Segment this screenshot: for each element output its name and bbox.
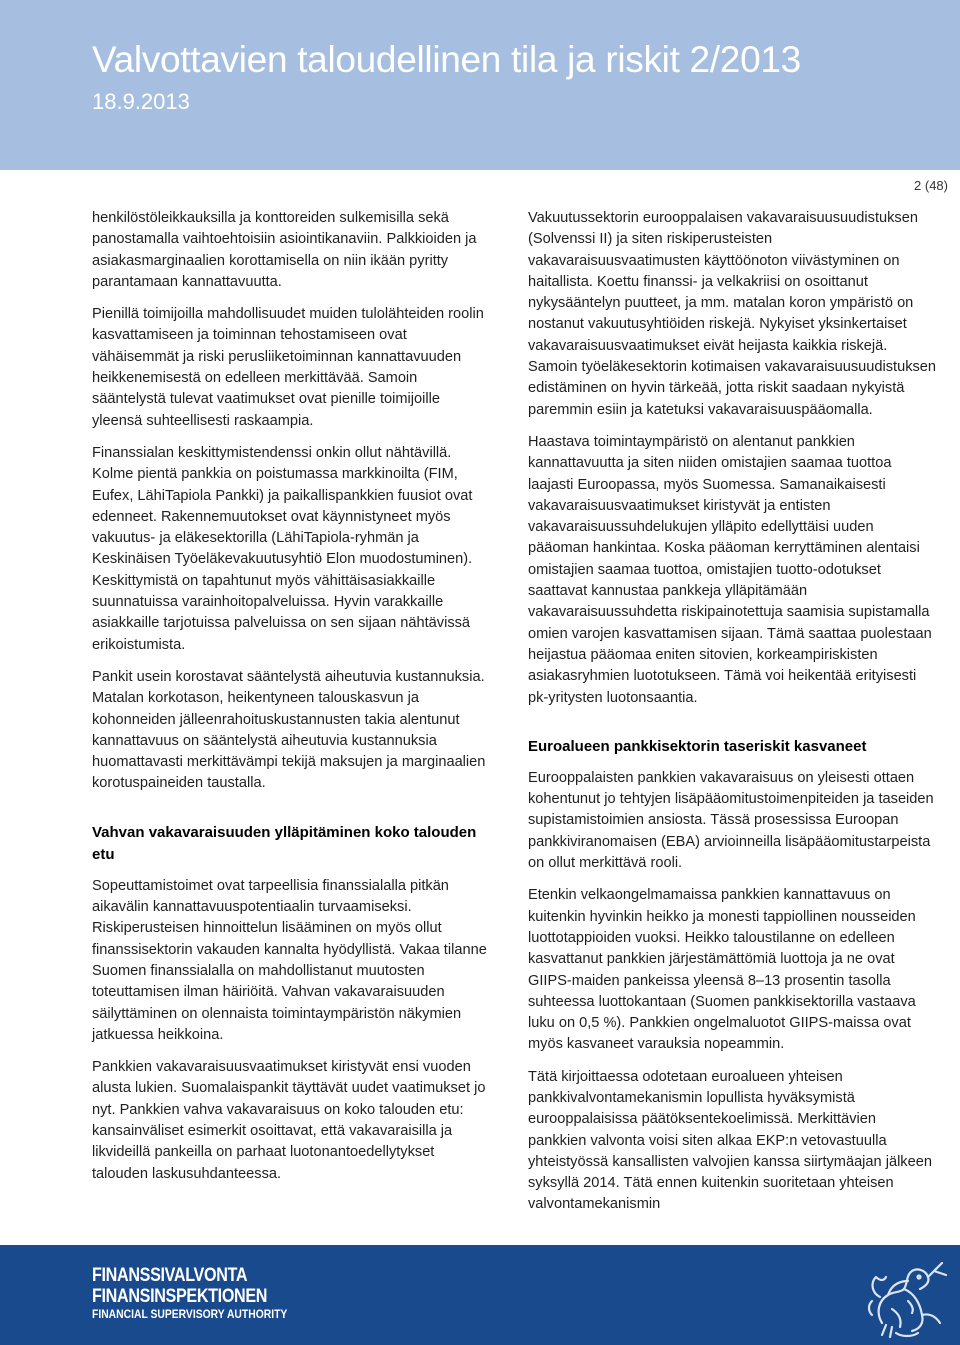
paragraph: Pankit usein korostavat sääntelystä aiheutuvia kustannuksia. Matalan korkotason, heikentyneen talouskasvun ja kohonneiden jälleenrahoituskustannusten takia alentunut kannattavuus on sääntelystä aiheutuvia kustannuksia huomattavasti merkittävämpi tekijä maksujen ja marginaalien korotuspaineiden taustalla. xyxy=(92,668,486,792)
footer-org-name-fi: FINANSSIVALVONTA xyxy=(92,1265,248,1286)
page-header xyxy=(0,0,960,170)
footer-org-name-sv: FINANSINSPEKTIONEN xyxy=(92,1286,268,1307)
paragraph: Haastava toimintaympäristö on alentanut pankkien kannattavuutta ja siten niiden omistajien saamaa tuottoa laajasti Euroopassa, myös Suomessa. Samanaikaisesti vakavaraisuusvaatimukset kiristyvät ja entisten vakavaraisuussuhdelukujen ylläpito edellyttäisi uuden pääoman hankintaa. Koska pääoman kerryttäminen alentaisi omistajien saamaa tuottoa, omistajien tuotto-odotukset saattavat kannustaa pankkeja ylläpitämään vakavaraisuussuhdetta riskipainotettuja saamisia supistamalla omien varojen kasvattamisen sijaan. Tämä saattaa puolestaan heijastua pääomaa eniten sitovien, korkeampiriskisten asiakasryhmien luototukseen. Tämä voi heikentää erityisesti pk-yritysten luotonsaantia. xyxy=(528,433,932,706)
paragraph: Vakuutussektorin eurooppalaisen vakavaraisuusuudistuksen (Solvenssi II) ja siten riskiperusteisten vakavaraisuusvaatimusten käyttöönoton viivästyminen on haitallista. Koettu finanssi- ja velkakriisi on osoittanut nykysääntelyn puutteet, ja mm. matalan koron ympäristö on nostanut vakuutusyhtiöiden riskejä. Nykyiset yksinkertaiset vakavaraisuusvaatimukset eivät heijasta kaikkia riskejä. Samoin työeläkesektorin kotimaisen vakavaraisuusuudistuksen edistäminen on hyvin tärkeää, jotta riskit saadaan nykyistä paremmin esiin ja katetuksi vakavaraisuuspääomalla. xyxy=(528,210,937,418)
footer-org-name-en: FINANCIAL SUPERVISORY AUTHORITY xyxy=(92,1309,288,1321)
paragraph: Eurooppalaisten pankkien vakavaraisuus on yleisesti ottaen kohentunut jo tehtyjen lisäpääomitustoimenpiteiden ja taseiden supistamistoimien ansiosta. Tässä prosessissa Euroopan pankkiviranomaisen (EBA) arvioinneilla lisäpääomitustarpeista on ollut merkittävä rooli. xyxy=(528,769,934,872)
paragraph: Pankkien vakavaraisuusvaatimukset kiristyvät ensi vuoden alusta lukien. Suomalaispankit täyttävät uudet vaatimukset jo nyt. Pankkien vahva vakavaraisuus on koko talouden etu: kansainväliset esimerkit osoittavat, että vakavaraisilla ja likvideillä pankeilla on parhaat luotonantoedellytykset talouden laskusuhdanteessa. xyxy=(92,1059,486,1182)
page-footer xyxy=(0,1245,960,1345)
section-heading: Euroalueen pankkisektorin taseriskit kasvaneet xyxy=(528,737,867,755)
coat-of-arms-lion-icon xyxy=(862,1253,954,1341)
left-column xyxy=(92,208,490,1196)
page-number: 2 (48) xyxy=(914,178,948,193)
page-date: 18.9.2013 xyxy=(92,89,190,114)
page-title: Valvottavien taloudellinen tila ja riskit 2/2013 xyxy=(92,39,801,80)
paragraph: Pienillä toimijoilla mahdollisuudet muiden tulolähteiden roolin kasvattamiseen ja toiminnan tehostamiseen ovat vähäisemmät ja riski perusliiketoiminnan kannattavuuden heikkenemisestä on edelleen merkittävää. Samoin sääntelystä tulevat vaatimukset ovat pienille toimijoille yleensä suhteellisesti raskaampia. xyxy=(92,306,484,429)
paragraph: Etenkin velkaongelmamaissa pankkien kannattavuus on kuitenkin hyvinkin heikko ja monesti tappiollinen nousseiden luottotappioiden vuoksi. Heikko taloustilanne on edelleen kasvattanut pankkien järjestämättömiä luottoja ja ne ovat GIIPS-maiden pankeissa yleensä 8–13 prosentin tasolla suhteessa luottokantaan (Suomen pankkisektorilla vastaava luku on 0,5 %). Pankkien ongelmaluotot GIIPS-maissa ovat myös kasvaneet varauksia nopeammin. xyxy=(528,887,916,1053)
paragraph: Tätä kirjoittaessa odotetaan euroalueen yhteisen pankkivalvontamekanismin lopullista hyväksymistä eurooppalaisissa päätöksentekoelimissä. Merkittävien pankkien valvonta voisi siten alkaa EKP:n vetovastuulla yhteistyössä kansallisten valvojien kanssa siirtymäajan jälkeen syksyllä 2014. Tätä ennen kuitenkin suoritetaan yhteisen valvontamekanismin xyxy=(528,1068,932,1213)
paragraph: henkilöstöleikkauksilla ja konttoreiden sulkemisilla sekä panostamalla vaihtoehtoisiin asiointikanaviin. Palkkioiden ja asiakasmarginaalien korottamisella on niin ikään pyritty parantamaan kannattavuutta. xyxy=(92,210,477,290)
paragraph: Sopeuttamistoimet ovat tarpeellisia finanssialalla pitkän aikavälin kannattavuuspotentiaalin turvaamiseksi. Riskiperusteisen hinnoittelun lisääminen on myös ollut finanssisektorin vakauden kannalta hyödyllistä. Vakaa tilanne Suomen finanssialalla on mahdollistanut muutosten toteuttamisen ilman häiriöitä. Vahvan vakavaraisuuden säilyttäminen on olennaista toimintaympäristön näkymien jatkuessa heikkoina. xyxy=(92,877,487,1043)
paragraph: Finanssialan keskittymistendenssi onkin ollut nähtävillä. Kolme pientä pankkia on poistumassa markkinoilta (FIM, Eufex, LähiTapiola Pankki) ja paikallispankkien fuusiot ovat edenneet. Rakennemuutokset ovat käynnistyneet myös vakuutus- ja eläkesektorilla (LähiTapiola-ryhmän ja Keskinäisen Työeläkevakuutusyhtiö Elon muodostuminen). Keskittymistä on tapahtunut myös vähittäisasiakkaille suunnatuissa varainhoitopalveluissa. Hyvin varakkaille asiakkaille tarjotuissa palveluissa on sen sijaan nähtävissä erikoistumista. xyxy=(92,444,473,653)
section-heading: Vahvan vakavaraisuuden ylläpitäminen koko talouden etu xyxy=(92,823,477,863)
right-column xyxy=(528,208,938,1227)
